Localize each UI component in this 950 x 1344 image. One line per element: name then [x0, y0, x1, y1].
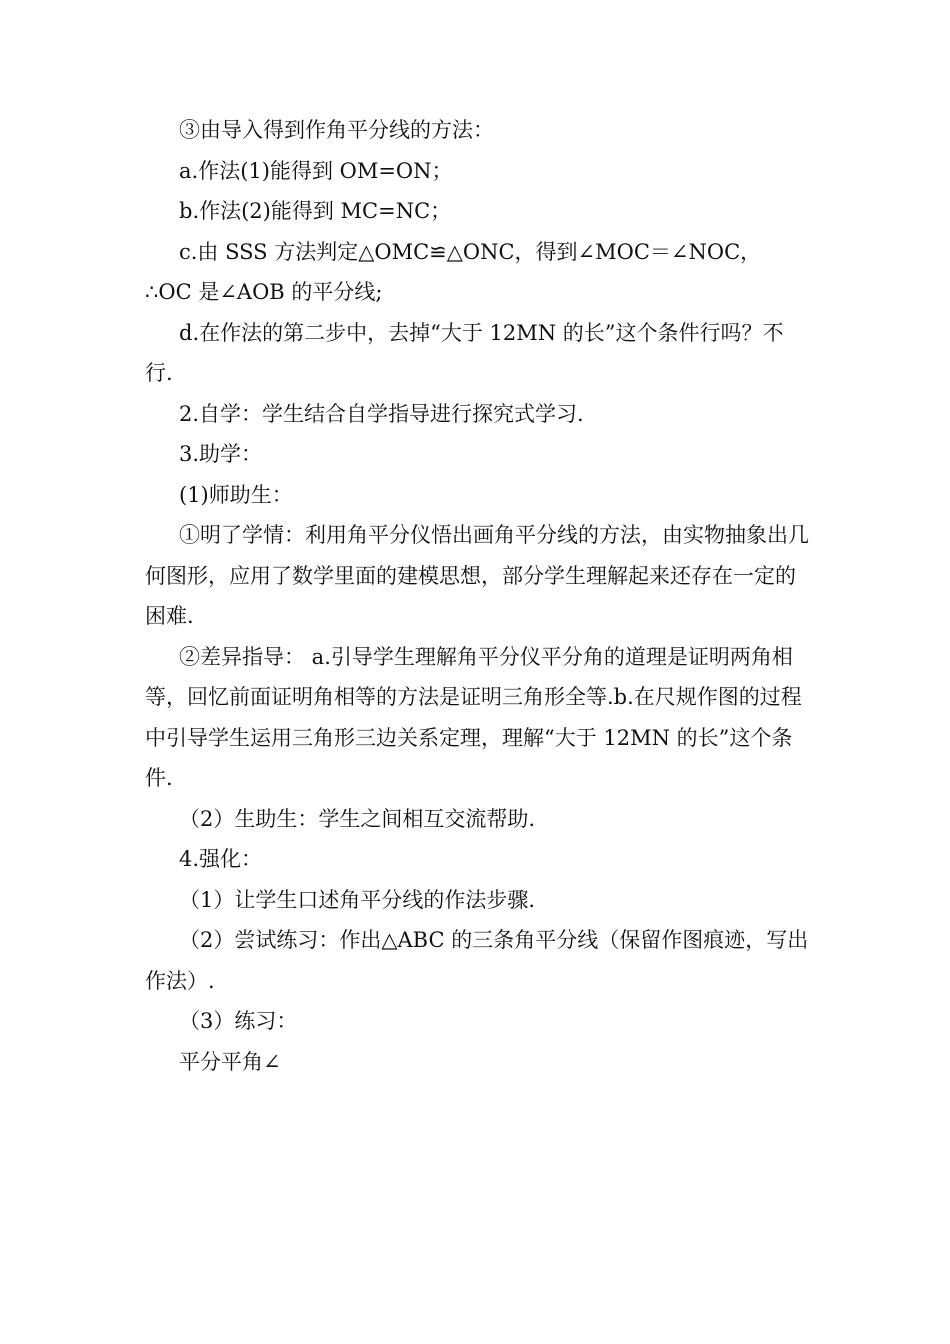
paragraph-step-c: c.由 SSS 方法判定△OMC≌△ONC，得到∠MOC＝∠NOC，	[179, 239, 762, 264]
paragraph-step-d: d.在作法的第二步中，去掉“大于 12MN 的长”这个条件行吗？不行.	[145, 320, 784, 385]
paragraph-practice: （3）练习：	[179, 1009, 298, 1033]
paragraph-self-study: 2.自学：学生结合自学指导进行探究式学习.	[179, 401, 584, 426]
paragraph-step3-method: ③由导入得到作角平分线的方法：	[179, 118, 494, 142]
paragraph-teacher-helps: (1)师助生：	[179, 482, 293, 507]
paragraph-differentiated-guidance: ②差异指导： a.引导学生理解角平分仪平分角的道理是证明两角相等，回忆前面证明角相等的方法是证明三角形全等.b.在尺规作图的过程中引导学生运用三角形三边关系定理，理解“大于 12MN 的长”这个条件.	[145, 644, 802, 790]
paragraph-bisect-straight-angle: 平分平角∠	[179, 1049, 281, 1074]
paragraph-step-a: a.作法(1)能得到 OM=ON；	[179, 158, 453, 183]
paragraph-step-b: b.作法(2)能得到 MC=NC；	[179, 199, 452, 223]
paragraph-learning-situation: ①明了学情：利用角平分仪悟出画角平分线的方法，由实物抽象出几何图形，应用了数学里面的建模思想，部分学生理解起来还存在一定的困难.	[145, 523, 809, 628]
document-body	[145, 110, 810, 1082]
paragraph-reinforce: 4.强化：	[179, 847, 263, 871]
paragraph-peer-help: （2）生助生：学生之间相互交流帮助.	[179, 806, 536, 831]
paragraph-conclusion: ∴OC 是∠AOB 的平分线;	[145, 280, 383, 304]
paragraph-oral-steps: （1）让学生口述角平分线的作法步骤.	[179, 887, 536, 912]
paragraph-assisted-study: 3.助学：	[179, 442, 263, 466]
paragraph-try-practice: （2）尝试练习：作出△ABC 的三条角平分线（保留作图痕迹，写出作法）.	[145, 928, 809, 993]
